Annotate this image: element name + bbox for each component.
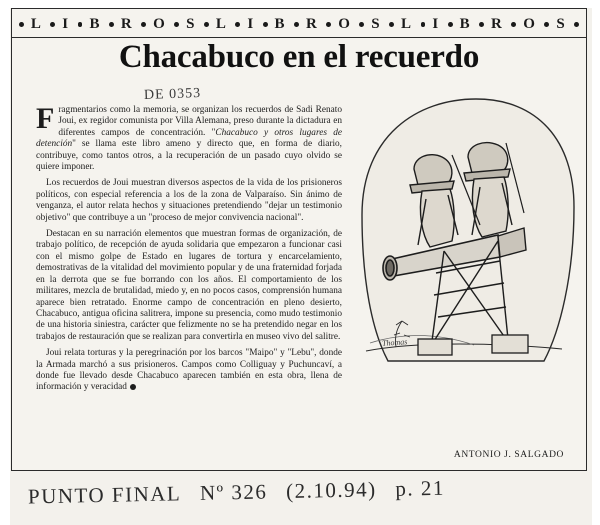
illustration-signature: Thomas bbox=[381, 337, 408, 348]
masthead-letter: L bbox=[400, 15, 414, 32]
masthead-dot-icon bbox=[78, 22, 83, 27]
article-body bbox=[36, 102, 342, 399]
masthead-dot-icon bbox=[544, 22, 549, 27]
masthead-letter: O bbox=[338, 15, 353, 32]
scan-edge-left bbox=[0, 0, 10, 525]
page-title: Chacabuco en el recuerdo bbox=[118, 39, 480, 75]
byline: ANTONIO J. SALGADO bbox=[453, 450, 564, 460]
masthead-letter: B bbox=[89, 15, 102, 32]
masthead-dot-icon bbox=[235, 22, 240, 27]
masthead-dot-icon bbox=[359, 22, 364, 27]
annotation-page: p. 21 bbox=[395, 475, 446, 501]
masthead-dot-icon bbox=[141, 22, 146, 27]
article-clipping bbox=[11, 8, 587, 471]
handwritten-source-annotation bbox=[28, 476, 457, 510]
masthead-letter: B bbox=[459, 15, 473, 32]
masthead-letter: I bbox=[62, 15, 71, 32]
masthead-letter: O bbox=[523, 15, 538, 32]
masthead-dot-icon bbox=[389, 22, 394, 27]
end-mark-icon bbox=[130, 384, 136, 390]
masthead-letter: R bbox=[491, 15, 505, 32]
article-paragraph bbox=[36, 229, 342, 343]
masthead-dot-icon bbox=[204, 22, 209, 27]
masthead-letter: O bbox=[153, 15, 168, 32]
masthead-dot-icon bbox=[421, 22, 426, 27]
article-paragraph-text: Destacan en su narración elementos que muestran formas de organización, de trabajo político, de recepción de ayuda solidaria que empezaron a funcionar casi con el mismo golpe de Estado en lugares de tortura y encarcelamiento, demostrativas de la vitalidad del movimiento popular y de una fraternidad forjada en la derrota que se fue borrando con los años. El comportamiento de los militares, mezcla de brutalidad, miedo y, en no pocos casos, comprensión humana aparece bien retratado. Enorme campo de concentración en pleno desierto, Chacabuco, antigua oficina salitrera, impone su presencia, como mudo testimonio de una historia siniestra, carácter que felizmente no se ha pretendido negar en los trabajos de restauración que se realizan para convertirla en museo vivo del salitre. bbox=[36, 229, 342, 342]
masthead-letter: S bbox=[556, 15, 568, 32]
article-paragraph bbox=[36, 178, 342, 224]
masthead-dot-icon bbox=[511, 22, 516, 27]
masthead-dot-icon bbox=[50, 22, 55, 27]
illustration bbox=[348, 95, 582, 405]
article-paragraph-text: ragmentarios como la memoria, se organizan los recuerdos de Sadi Renato Joui, ex regidor comunista por Villa Alemana, preso durante la dictadura en diferentes campos de concentración. "Chacabuco y otros lugares de detención" se llama este libro ameno y directo que, en forma de diario, contribuye, como tantos otros, a la recuperación de un pasado cuyo olvido se quiere imponer. bbox=[36, 105, 342, 173]
scan-edge-top bbox=[0, 0, 600, 8]
article-paragraph bbox=[36, 348, 342, 394]
masthead-letter: R bbox=[305, 15, 320, 32]
masthead-dot-icon bbox=[448, 22, 453, 27]
masthead-letter: S bbox=[371, 15, 383, 32]
article-paragraph bbox=[36, 102, 342, 173]
masthead-letter: I bbox=[432, 15, 441, 32]
masthead-dot-icon bbox=[174, 22, 179, 27]
masthead-letter: S bbox=[186, 15, 198, 32]
masthead-dot-icon bbox=[479, 22, 484, 27]
archive-code-annotation: DE 0353 bbox=[143, 86, 202, 103]
annotation-date: (2.10.94) bbox=[285, 477, 377, 504]
masthead-letter: I bbox=[247, 15, 256, 32]
masthead-letter: R bbox=[120, 15, 135, 32]
masthead bbox=[12, 11, 586, 38]
article-paragraph-text: Los recuerdos de Joui muestran diversos aspectos de la vida de los prisioneros políticos, con especial referencia a los de la zona de Valparaíso. Sin ánimo de venganza, el autor relata hechos y situaciones pretendiendo "dejar un testimonio objetivo" que contribuye a un "proceso de mejor convivencia nacional". bbox=[36, 178, 342, 223]
drop-cap: F bbox=[36, 102, 55, 135]
article-paragraph-text: Joui relata torturas y la peregrinación por los barcos "Maipo" y "Lebu", donde la Armada marchó a sus prisioneros. Campos como Colliguay y Puchuncaví, a donde fue llevado desde Chacabuco aparecen también en esta obra, llena de información y veracidad bbox=[36, 348, 342, 393]
masthead-dot-icon bbox=[109, 22, 114, 27]
masthead-dot-icon bbox=[326, 22, 331, 27]
masthead-letter: B bbox=[274, 15, 288, 32]
masthead-dot-icon bbox=[263, 22, 268, 27]
annotation-publication: PUNTO FINAL bbox=[27, 481, 182, 509]
scan-edge-right bbox=[592, 0, 600, 525]
masthead-dot-icon bbox=[19, 22, 24, 27]
masthead-dot-icon bbox=[294, 22, 299, 27]
masthead-dot-icon bbox=[574, 22, 579, 27]
annotation-issue: Nº 326 bbox=[199, 479, 268, 505]
masthead-letter: L bbox=[215, 15, 229, 32]
masthead-letter: L bbox=[30, 15, 44, 32]
